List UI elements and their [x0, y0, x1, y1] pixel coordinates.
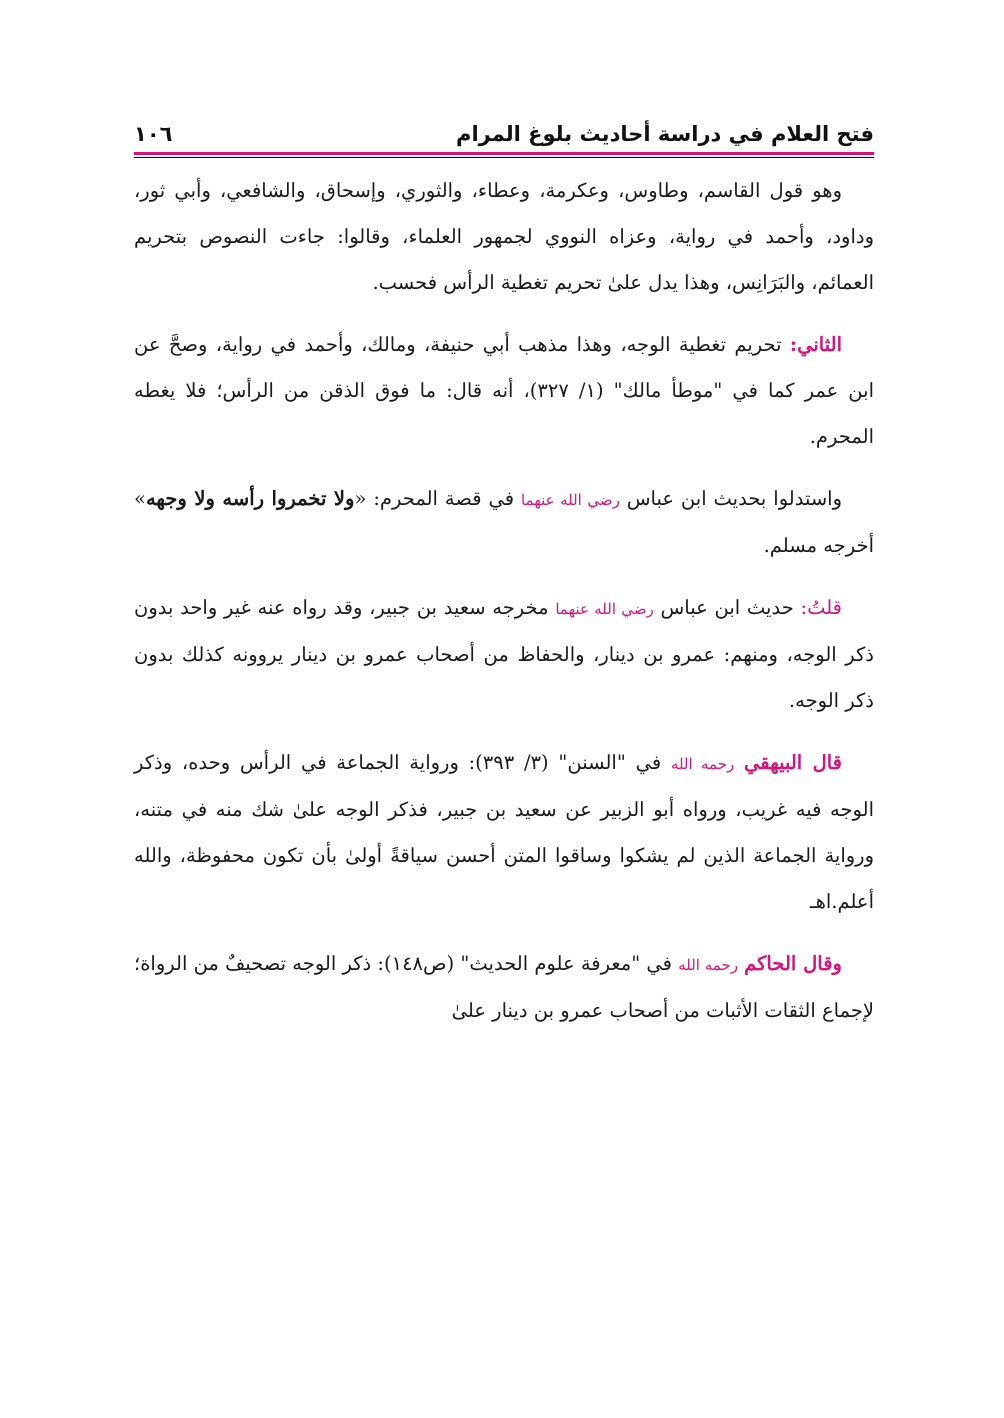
paragraph-4-label: قلتُ: — [800, 596, 842, 619]
paragraph-3-hadith: ولا تخمروا رأسه ولا وجهه — [145, 487, 355, 510]
paragraph-1-text: وهو قول القاسم، وطاوس، وعكرمة، وعطاء، والثوري، وإسحاق، والشافعي، وأبي ثور، وداود، وأحمد في رواية، وعزاه النووي لجمهور العلماء، وقالوا: جاءت النصوص بتحريم العمائم، والبَرَانِس، وهذا يدل علىٰ تحريم تغطية الرأس فحسب. — [134, 179, 874, 294]
paragraph-5-post: في "السنن" (٣/ ٣٩٣): ورواية الجماعة في الرأس وحده، وذكر الوجه فيه غريب، ورواه أبو الزبير عن سعيد بن جبير، فذكر الوجه علىٰ شك منه في متنه، ورواية الجماعة الذين لم يشكوا وساقوا المتن أحسن سياقةً أولىٰ بأن تكون محفوظة، والله أعلم.اهـ — [134, 751, 874, 913]
paragraph-5-label: قال البيهقي — [743, 751, 842, 774]
book-title: فتح العلام في دراسة أحاديث بلوغ المرام — [456, 122, 874, 146]
paragraph-3-post: » أخرجه مسلم. — [134, 487, 874, 557]
honorific-mark: رحمه الله — [670, 755, 735, 773]
paragraph-4-post: مخرجه سعيد بن جبير، وقد رواه عنه غير واحد بدون ذكر الوجه، ومنهم: عمرو بن دينار، والحفاظ من أصحاب عمرو بن دينار يروونه كذلك بدون ذكر الوجه. — [134, 596, 874, 712]
paragraph-6-label: وقال الحاكم — [744, 952, 842, 975]
honorific-mark: رضي الله عنهما — [555, 600, 654, 618]
paragraph-3-mid: في قصة المحرم: « — [354, 487, 521, 510]
paragraph-5 — [134, 740, 874, 925]
paragraph-6-post: في "معرفة علوم الحديث" (ص١٤٨): ذكر الوجه تصحيفٌ من الرواة؛ لإجماع الثقات الأثبات من أصحاب عمرو بن دينار علىٰ — [134, 952, 874, 1022]
paragraph-2 — [134, 322, 874, 460]
header-rule-thin — [134, 157, 874, 158]
paragraph-3 — [134, 476, 874, 569]
honorific-mark: رحمه الله — [678, 956, 738, 974]
paragraph-1 — [134, 168, 874, 306]
page-header — [134, 118, 874, 154]
paragraph-6 — [134, 941, 874, 1034]
header-rule-accent — [134, 152, 874, 155]
honorific-mark: رضي الله عنهما — [520, 491, 620, 509]
body-text — [134, 168, 874, 1034]
paragraph-4-pre: حديث ابن عباس — [653, 596, 801, 619]
paragraph-2-label: الثاني: — [789, 333, 842, 356]
page-number: ١٠٦ — [134, 122, 173, 146]
paragraph-4 — [134, 585, 874, 724]
paragraph-2-text: تحريم تغطية الوجه، وهذا مذهب أبي حنيفة، ومالك، وأحمد في رواية، وصحَّ عن ابن عمر كما في "موطأ مالك" (١/ ٣٢٧)، أنه قال: ما فوق الذقن من الرأس؛ فلا يغطه المحرم. — [134, 333, 874, 448]
paragraph-3-pre: واستدلوا بحديث ابن عباس — [619, 487, 843, 510]
